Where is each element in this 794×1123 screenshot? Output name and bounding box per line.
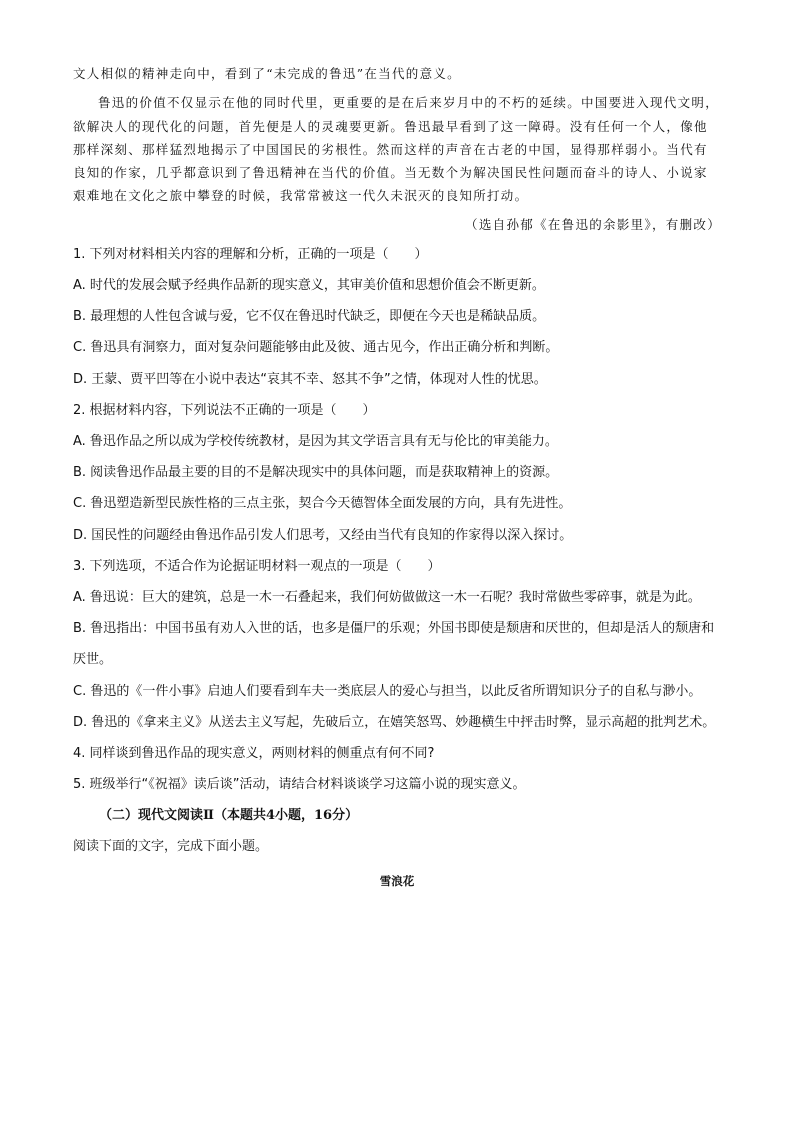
- option-b: B. 阅读鲁迅作品最主要的目的不是解决现实中的具体问题，而是获取精神上的资源。: [73, 465, 559, 481]
- question-stem: 2. 根据材料内容，下列说法不正确的一项是（ ）: [73, 402, 376, 418]
- passage-paragraph: 鲁迅的价值不仅显示在他的同时代里，更重要的是在后来岁月中的不朽的延续。中国要进入现代文明，欲解决人的现代化的问题，首先便是人的灵魂要更新。鲁迅最早看到了这一障碍。没有任何一个人，像他那样深刻、那样猛烈地揭示了中国国民的劣根性。然而这样的声音在古老的中国，显得那样弱小。当代有良知的作家，几乎都意识到了鲁迅精神在当代的价值。当无数个为解决国民性问题而奋斗的诗人、小说家艰难地在文化之旅中攀登的时候，我常常被这一代久未泯灭的良知所打动。: [73, 95, 720, 204]
- question-stem: 1. 下列对材料相关内容的理解和分析，正确的一项是（ ）: [73, 246, 428, 262]
- passage-source: （选自孙郁《在鲁迅的余影里》，有删改）: [465, 216, 721, 232]
- option-b: B. 鲁迅指出：中国书虽有劝人入世的话，也多是僵尸的乐观；外国书即使是颓唐和厌世的，但却是活人的颓唐和厌世。: [73, 621, 715, 668]
- question-2: [73, 395, 721, 551]
- option-a: A. 时代的发展会赋予经典作品新的现实意义，其审美价值和思想价值会不断更新。: [73, 277, 545, 293]
- article-title: 雪浪花: [379, 873, 415, 888]
- passage: [73, 62, 721, 236]
- option-b: B. 最理想的人性包含诚与爱，它不仅在鲁迅时代缺乏，即便在今天也是稀缺品质。: [73, 309, 546, 325]
- option-c: C. 鲁迅具有洞察力，面对复杂问题能够由此及彼、通古见今，作出正确分析和判断。: [73, 340, 559, 356]
- section-instruction: 阅读下面的文字，完成下面小题。: [73, 839, 269, 855]
- option-a: A. 鲁迅作品之所以成为学校传统教材，是因为其文学语言具有无与伦比的审美能力。: [73, 434, 558, 449]
- question-3: [73, 551, 721, 738]
- option-a: A. 鲁迅说：巨大的建筑，总是一木一石叠起来，我们何妨做做这一木一石呢？我时常做些零碎事，就是为此。: [73, 590, 701, 606]
- option-c: C. 鲁迅塑造新型民族性格的三点主张，契合今天德智体全面发展的方向，具有先进性。: [73, 496, 572, 512]
- section-2: [73, 800, 721, 888]
- question-4: 4. 同样谈到鲁迅作品的现实意义，两则材料的侧重点有何不同?: [73, 746, 435, 762]
- passage-line: 文人相似的精神走向中，看到了“未完成的鲁迅”在当代的意义。: [73, 66, 461, 81]
- option-d: D. 王蒙、贾平凹等在小说中表达“哀其不幸、怒其不争”之情，体现对人性的忧思。: [73, 371, 547, 387]
- option-d: D. 鲁迅的《拿来主义》从送去主义写起，先破后立，在嬉笑怒骂、妙趣横生中抨击时弊，显示高超的批判艺术。: [73, 714, 716, 730]
- option-c: C. 鲁迅的《一件小事》启迪人们要看到车夫一类底层人的爱心与担当，以此反省所谓知识分子的自私与渺小。: [73, 683, 702, 699]
- question-1: [73, 239, 721, 395]
- question-5: 5. 班级举行“《祝福》读后谈”活动，请结合材料谈谈学习这篇小说的现实意义。: [73, 777, 526, 793]
- section-heading: （二）现代文阅读Ⅱ（本题共4小题，16分）: [99, 808, 359, 824]
- option-d: D. 国民性的问题经由鲁迅作品引发人们思考，又经由当代有良知的作家得以深入探讨。: [73, 527, 573, 543]
- document-page: [73, 62, 721, 889]
- question-stem: 3. 下列选项，不适合作为论据证明材料一观点的一项是（ ）: [73, 558, 441, 574]
